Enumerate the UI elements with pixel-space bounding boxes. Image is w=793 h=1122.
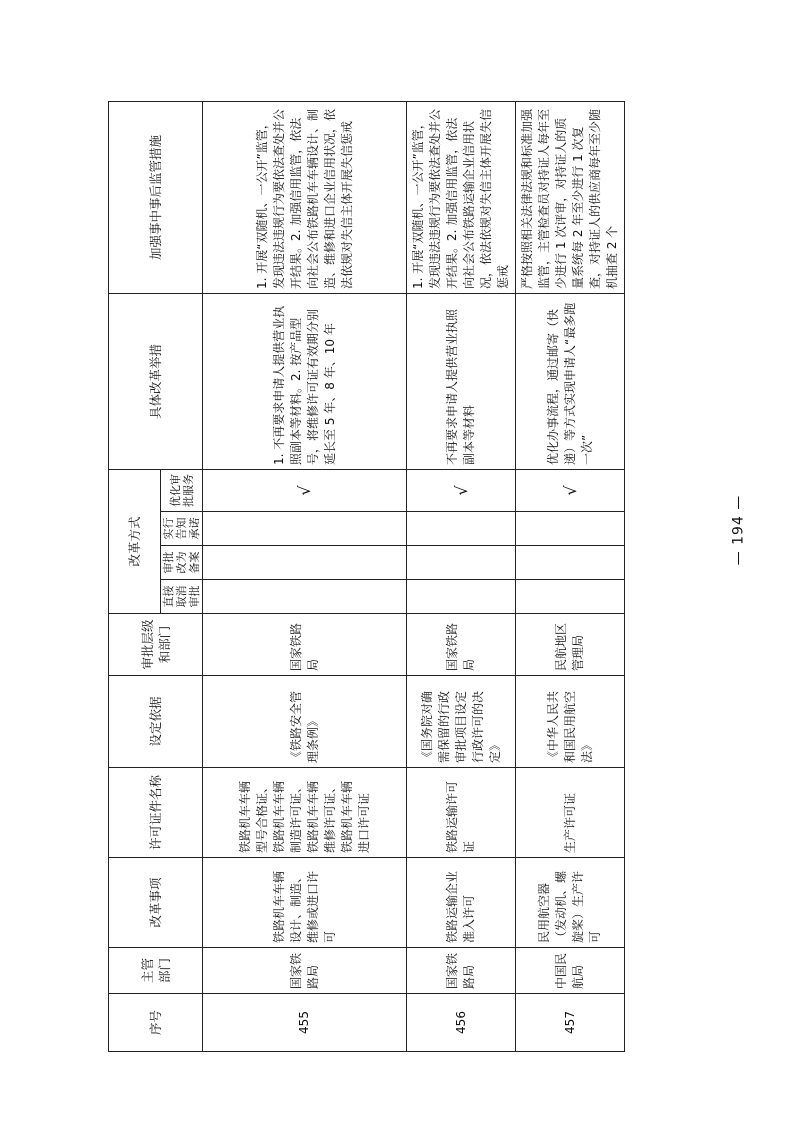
cell-level: 国家铁路局 xyxy=(407,614,516,676)
cell-license: 生产许可证 xyxy=(516,768,625,858)
cell-method-filing xyxy=(516,546,625,580)
cell-method-cancel xyxy=(407,580,516,614)
cell-measures: 1. 不再要求申请人提供营业执照副本等材料。2. 按产品型号，将维修许可证有效期分别延长至 5 年、8 年、10 年 xyxy=(203,293,407,469)
cell-basis: 《中华人民共和国民用航空法》 xyxy=(516,676,625,768)
cell-measures: 不再要求申请人提供营业执照副本等材料 xyxy=(407,293,516,469)
header-method-cancel: 直接取消审批 xyxy=(161,580,203,614)
cell-item: 铁路运输企业准入许可 xyxy=(407,858,516,948)
header-row xyxy=(109,101,161,1051)
header-dept: 主管部门 xyxy=(109,948,203,994)
header-method-filing: 审批改为备案 xyxy=(161,546,203,580)
cell-seq: 455 xyxy=(203,994,407,1052)
header-supervision: 加强事中事后监管措施 xyxy=(109,101,203,293)
cell-basis: 《铁路安全管理条例》 xyxy=(203,676,407,768)
header-method: 改革方式 xyxy=(109,469,161,613)
cell-method-commitment xyxy=(407,512,516,546)
header-basis: 设定依据 xyxy=(109,676,203,768)
header-item: 改革事项 xyxy=(109,858,203,948)
cell-method-filing xyxy=(203,546,407,580)
header-seq: 序号 xyxy=(109,994,203,1052)
cell-supervision: 1. 开展“双随机、一公开”监管，发现违法违规行为要依法查处并公开结果。2. 加强信用监管，依法向社会公布铁路运输企业信用状况，依法依规对失信主体开展失信惩戒 xyxy=(407,101,516,293)
cell-method-cancel xyxy=(203,580,407,614)
cell-license: 铁路机车车辆型号合格证、铁路机车车辆制造许可证、铁路机车车辆维修许可证、铁路机车车辆进口许可证 xyxy=(203,768,407,858)
cell-method-commitment xyxy=(516,512,625,546)
cell-method-commitment xyxy=(203,512,407,546)
check-mark: √ xyxy=(203,469,407,511)
rotated-table-container xyxy=(108,102,619,1052)
cell-supervision: 严格按照相关法律法规和标准加强监管，主管检查员对持证人每年至少进行 1 次评审，对持证人的质量系统每 2 年至少进行 1 次复查，对持证人的供应商每年至少随机抽查 2 个 xyxy=(516,101,625,293)
cell-supervision: 1. 开展“双随机、一公开”监管，发现违法违规行为要依法查处并公开结果。2. 加强信用监管，依法向社会公布铁路机车车辆设计、制造、维修和进口企业信用状况，依法依规对失信主体开展失信惩戒 xyxy=(203,101,407,293)
header-method-optimize: 优化审批服务 xyxy=(161,469,203,511)
check-mark: √ xyxy=(516,469,625,511)
cell-item: 铁路机车车辆设计、制造、维修或进口许可 xyxy=(203,858,407,948)
table-row xyxy=(407,101,516,1051)
table-row xyxy=(516,101,625,1051)
header-measures: 具体改革举措 xyxy=(109,293,203,469)
cell-dept: 国家铁路局 xyxy=(203,948,407,994)
header-license: 许可证件名称 xyxy=(109,768,203,858)
cell-item: 民用航空器（发动机、螺旋桨）生产许可 xyxy=(516,858,625,948)
cell-seq: 457 xyxy=(516,994,625,1052)
page-number xyxy=(708,494,768,566)
table-row xyxy=(203,101,407,1051)
cell-dept: 中国民航局 xyxy=(516,948,625,994)
check-mark: √ xyxy=(407,469,516,511)
cell-level: 国家铁路局 xyxy=(203,614,407,676)
cell-basis: 《国务院对确需保留的行政审批项目设定行政许可的决定》 xyxy=(407,676,516,768)
page-number-text: — 194 — xyxy=(730,494,746,566)
cell-seq: 456 xyxy=(407,994,516,1052)
cell-license: 铁路运输许可证 xyxy=(407,768,516,858)
header-level: 审批层级和部门 xyxy=(109,614,203,676)
cell-method-cancel xyxy=(516,580,625,614)
cell-method-filing xyxy=(407,546,516,580)
cell-level: 民航地区管理局 xyxy=(516,614,625,676)
cell-measures: 优化办事流程，通过邮寄（快递）等方式实现申请人“最多跑一次” xyxy=(516,293,625,469)
reform-table xyxy=(108,101,625,1052)
cell-dept: 国家铁路局 xyxy=(407,948,516,994)
header-method-commitment: 实行告知承诺 xyxy=(161,512,203,546)
